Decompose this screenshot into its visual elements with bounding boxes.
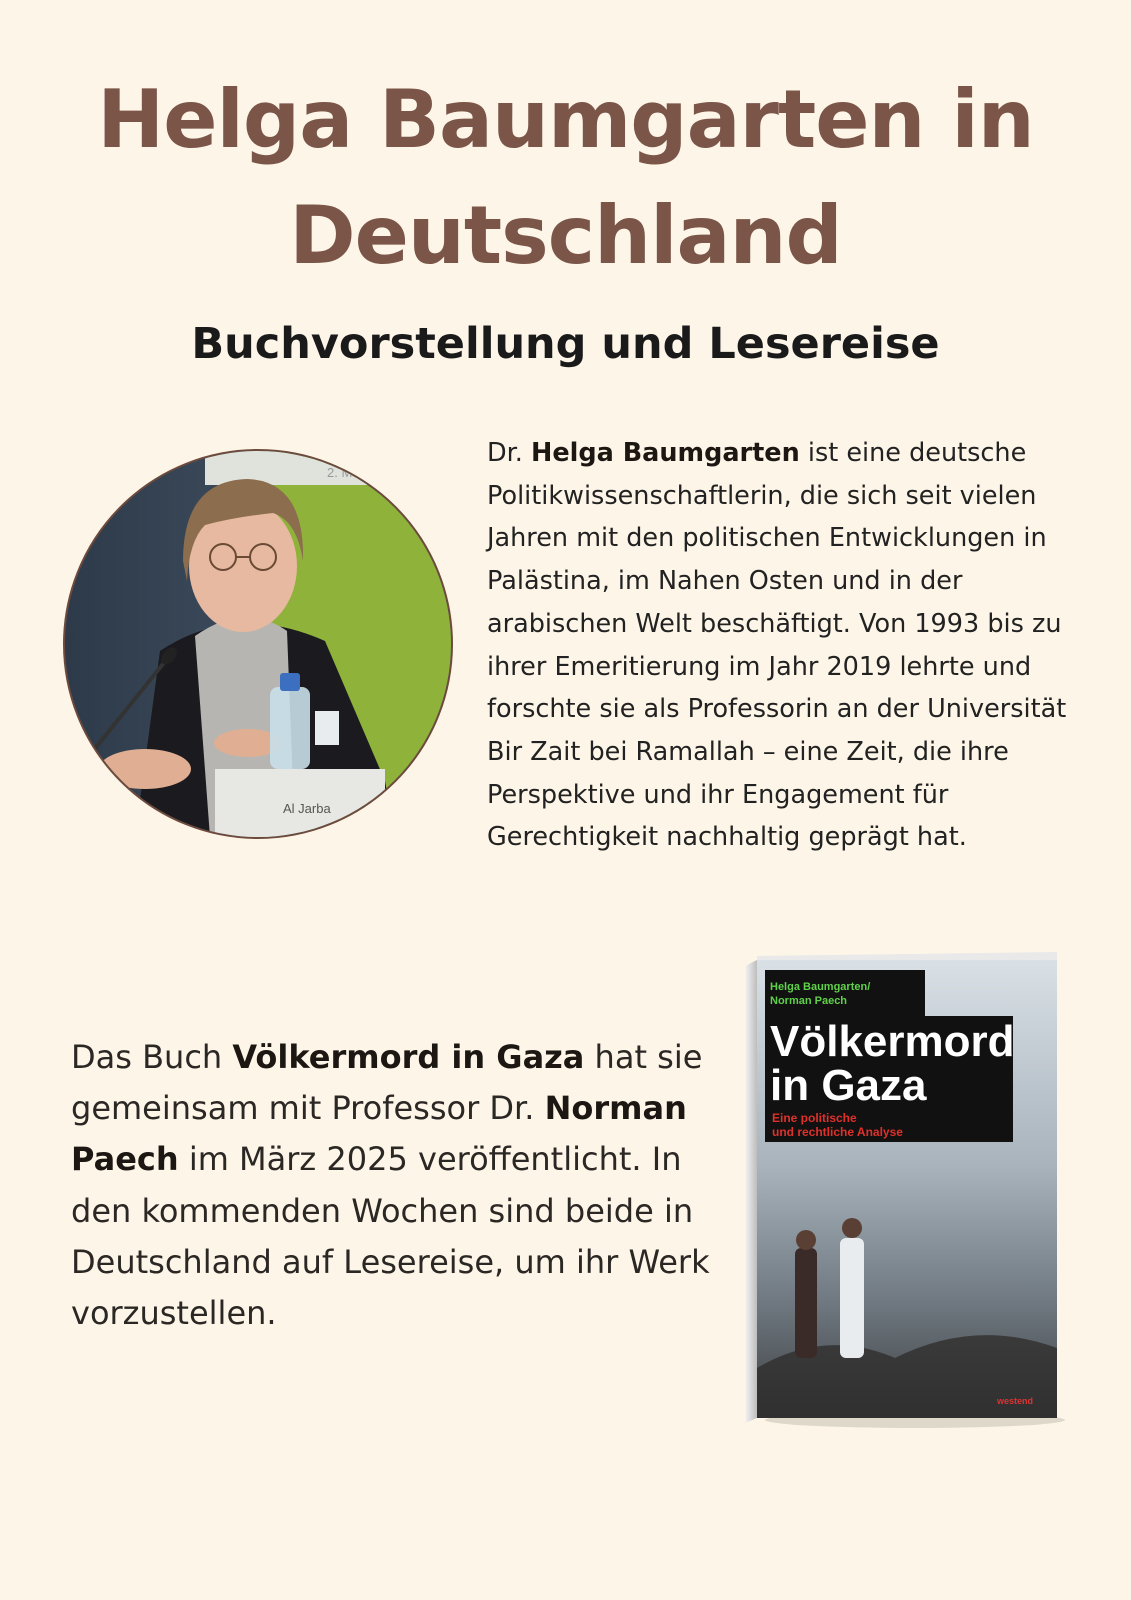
portrait-illustration xyxy=(65,451,451,837)
book-paragraph xyxy=(71,1032,721,1339)
book-title-bold: Völkermord in Gaza xyxy=(232,1038,585,1076)
cover-authors-1: Helga Baumgarten/ xyxy=(770,981,871,993)
coauthor-name: Norman Paech xyxy=(71,1089,687,1179)
bio-text: ist eine deutsche Politikwissenschaftlerin, die sich seit vielen Jahren mit den politischen Entwicklungen in Palästina, im Nahen Osten und in der arabischen Welt beschäftigt. Von 1993 bis zu ihrer Emeritierung im Jahr 2019 lehrte und forschte sie als Professorin an der Universität Bir Zait bei Ramallah – eine Zeit, die ihre Perspektive und ihr Engagement für Gerechtigkeit nachhaltig geprägt hat. xyxy=(487,438,1067,853)
bio-name: Helga Baumgarten xyxy=(531,438,800,468)
book-text-part1: Das Buch xyxy=(71,1038,233,1076)
book-text-part3: im März 2025 veröffentlicht. In den kommenden Wochen sind beide in Deutschland auf Lesereise, um ihr Werk vorzustellen. xyxy=(71,1140,710,1333)
cover-title-1: Völkermord xyxy=(770,1017,1015,1066)
title-line-1: Helga Baumgarten in xyxy=(97,73,1034,166)
book-cover-illustration xyxy=(745,948,1070,1430)
bio-paragraph xyxy=(487,432,1087,859)
bio-prefix: Dr. xyxy=(487,438,531,468)
page-title xyxy=(0,62,1131,294)
cover-title-2: in Gaza xyxy=(770,1061,927,1110)
cover-subtitle-2: und rechtliche Analyse xyxy=(772,1125,903,1139)
cover-authors-2: Norman Paech xyxy=(770,995,848,1007)
portrait-photo xyxy=(63,449,453,839)
desk-text: Al Jarba xyxy=(283,801,331,816)
cover-publisher: westend xyxy=(997,1396,1034,1406)
banner-text: 2. März 2023 xyxy=(327,465,403,480)
book-text-part2: hat sie gemeinsam mit Professor Dr. xyxy=(71,1038,703,1128)
title-line-2: Deutschland xyxy=(289,189,842,282)
cover-subtitle-1: Eine politische xyxy=(772,1111,857,1125)
book-cover-image xyxy=(745,948,1070,1430)
page-subtitle: Buchvorstellung und Lesereise xyxy=(191,319,940,369)
